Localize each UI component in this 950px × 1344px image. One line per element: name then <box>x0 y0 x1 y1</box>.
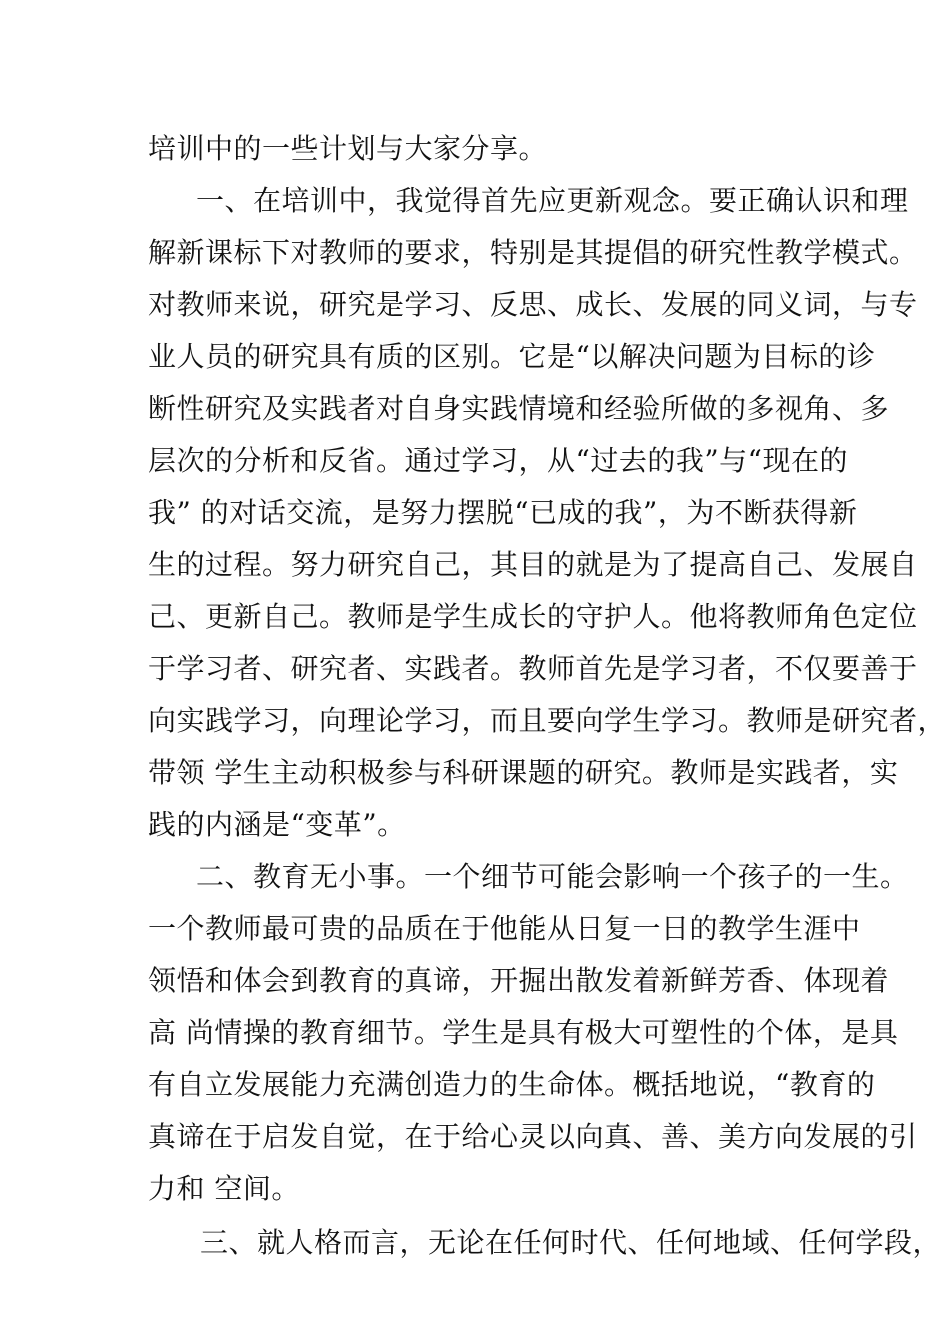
text-line: 带领 学生主动积极参与科研课题的研究。教师是实践者，实 <box>148 756 899 789</box>
paragraph-3-start: 三、就人格而言，无论在任何时代、任何地域、任何学段， <box>200 1226 942 1259</box>
text-line: 业人员的研究具有质的区别。它是“以解决问题为目标的诊 <box>148 340 876 373</box>
text-line: 力和 空间。 <box>148 1172 300 1205</box>
text-line: 于学习者、研究者、实践者。教师首先是学习者，不仅要善于 <box>148 652 918 685</box>
text-line: 层次的分析和反省。通过学习，从“过去的我”与“现在的 <box>148 444 848 477</box>
paragraph-2-start: 二、教育无小事。一个细节可能会影响一个孩子的一生。 <box>196 860 909 893</box>
text-line: 己、更新自己。教师是学生成长的守护人。他将教师角色定位 <box>148 600 918 633</box>
text-line: 高 尚情操的教育细节。学生是具有极大可塑性的个体，是具 <box>148 1016 899 1049</box>
text-line: 向实践学习，向理论学习，而且要向学生学习。教师是研究者， <box>148 704 947 737</box>
text-line: 生的过程。努力研究自己，其目的就是为了提高自己、发展自 <box>148 548 918 581</box>
text-line: 真谛在于启发自觉，在于给心灵以向真、善、美方向发展的引 <box>148 1120 918 1153</box>
text-line: 断性研究及实践者对自身实践情境和经验所做的多视角、多 <box>148 392 890 425</box>
text-line: 解新课标下对教师的要求，特别是其提倡的研究性教学模式。 <box>148 236 918 269</box>
text-line: 践的内涵是“变革”。 <box>148 808 406 841</box>
text-line: 培训中的一些计划与大家分享。 <box>148 132 548 165</box>
text-line: 领悟和体会到教育的真谛，开掘出散发着新鲜芳香、体现着 <box>148 964 890 997</box>
text-line: 有自立发展能力充满创造力的生命体。概括地说，“教育的 <box>148 1068 876 1101</box>
text-line: 一个教师最可贵的品质在于他能从日复一日的教学生涯中 <box>148 912 861 945</box>
paragraph-1-start: 一、在培训中，我觉得首先应更新观念。要正确认识和理 <box>196 184 909 217</box>
text-line: 我” 的对话交流，是努力摆脱“已成的我”，为不断获得新 <box>148 496 858 529</box>
text-line: 对教师来说，研究是学习、反思、成长、发展的同义词，与专 <box>148 288 918 321</box>
